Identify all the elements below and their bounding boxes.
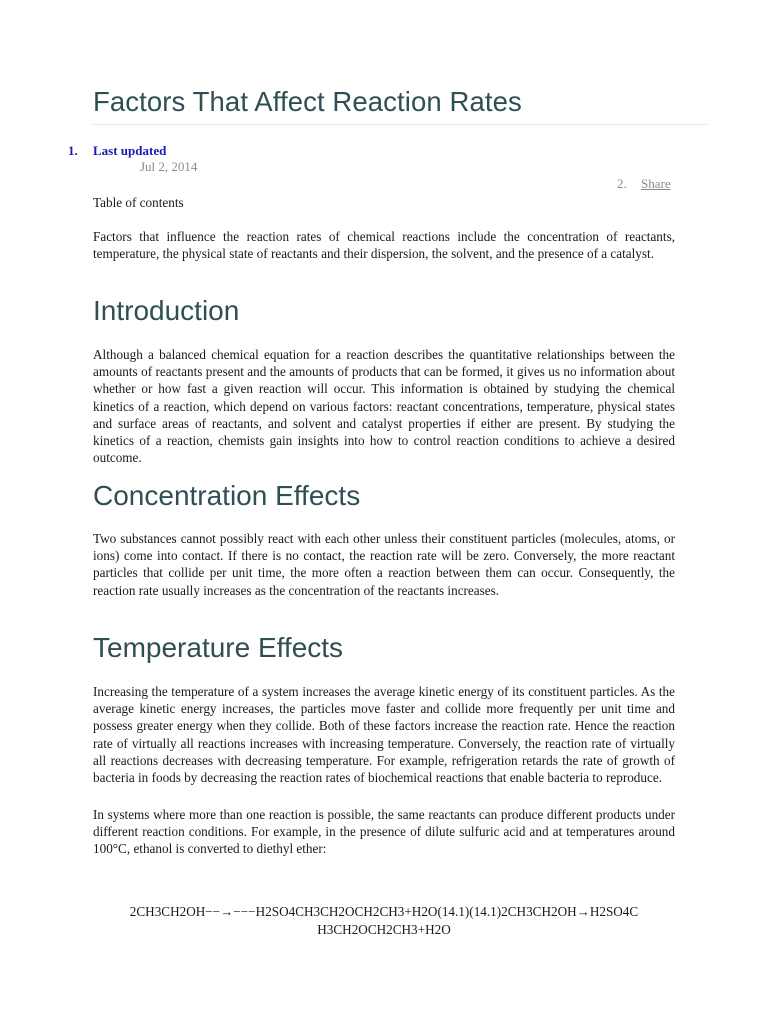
list-number-1: 1.	[68, 143, 78, 158]
heading-temperature-effects: Temperature Effects	[93, 632, 344, 663]
temperature-paragraph-1: Increasing the temperature of a system increases the average kinetic energy of its constituent particles. As the average kinetic energy increases, the particles move faster and collide more frequently per unit time and possess greater energy when they collide. Both of these factors increase the reaction rate. Hence the reaction rate of virtually all reactions increases with increasing temperature. Conversely, the reaction rate of virtually all reactions decreases with decreasing temperature. For example, refrigeration retards the rate of growth of bacteria in foods by decreasing the reaction rates of biochemical reactions that enable bacteria to reproduce.	[93, 684, 675, 786]
share-link[interactable]: Share	[641, 176, 671, 191]
equation-line-1: 2CH3CH2OH−−→−−−H2SO4CH3CH2OCH2CH3+H2O(14.1)(14.1)2CH3CH2OH→H2SO4C	[129, 904, 639, 919]
last-updated-link[interactable]: Last updated	[93, 143, 167, 158]
heading-introduction: Introduction	[93, 295, 240, 326]
heading-concentration-effects: Concentration Effects	[93, 480, 361, 511]
chemical-equation	[93, 903, 675, 938]
updated-date: Jul 2, 2014	[140, 159, 198, 174]
temperature-paragraph-2: In systems where more than one reaction is possible, the same reactants can produce different products under different reaction conditions. For example, in the presence of dilute sulfuric acid and at temperatures around 100°C, ethanol is converted to diethyl ether:	[93, 807, 675, 857]
concentration-paragraph: Two substances cannot possibly react with each other unless their constituent particles (molecules, atoms, or ions) come into contact. If there is no contact, the reaction rate will be zero. Conversely, the more reactant particles that collide per unit time, the more often a reaction between them can occur. Consequently, the reaction rate usually increases as the concentration of the reactants increases.	[93, 531, 675, 598]
page-title: Factors That Affect Reaction Rates	[93, 86, 707, 125]
intro-paragraph: Factors that influence the reaction rates of chemical reactions include the concentration of reactants, temperature, the physical state of reactants and their dispersion, the solvent, and the presence of a catalyst.	[93, 229, 675, 262]
table-of-contents-toggle[interactable]: Table of contents	[93, 195, 184, 210]
introduction-paragraph: Although a balanced chemical equation for a reaction describes the quantitative relationships between the amounts of reactants present and the amounts of products that can be formed, it gives us no information about whether or how fast a given reaction will occur. This information is obtained by studying the chemical kinetics of a reaction, which depend on various factors: reactant concentrations, temperature, physical states and surface areas of reactants, and solvent and catalyst properties if either are present. By studying the kinetics of a reaction, chemists gain insights into how to control reaction conditions to achieve a desired outcome.	[93, 347, 675, 466]
list-number-2: 2.	[617, 176, 627, 191]
equation-line-2: H3CH2OCH2CH3+H2O	[317, 921, 451, 937]
